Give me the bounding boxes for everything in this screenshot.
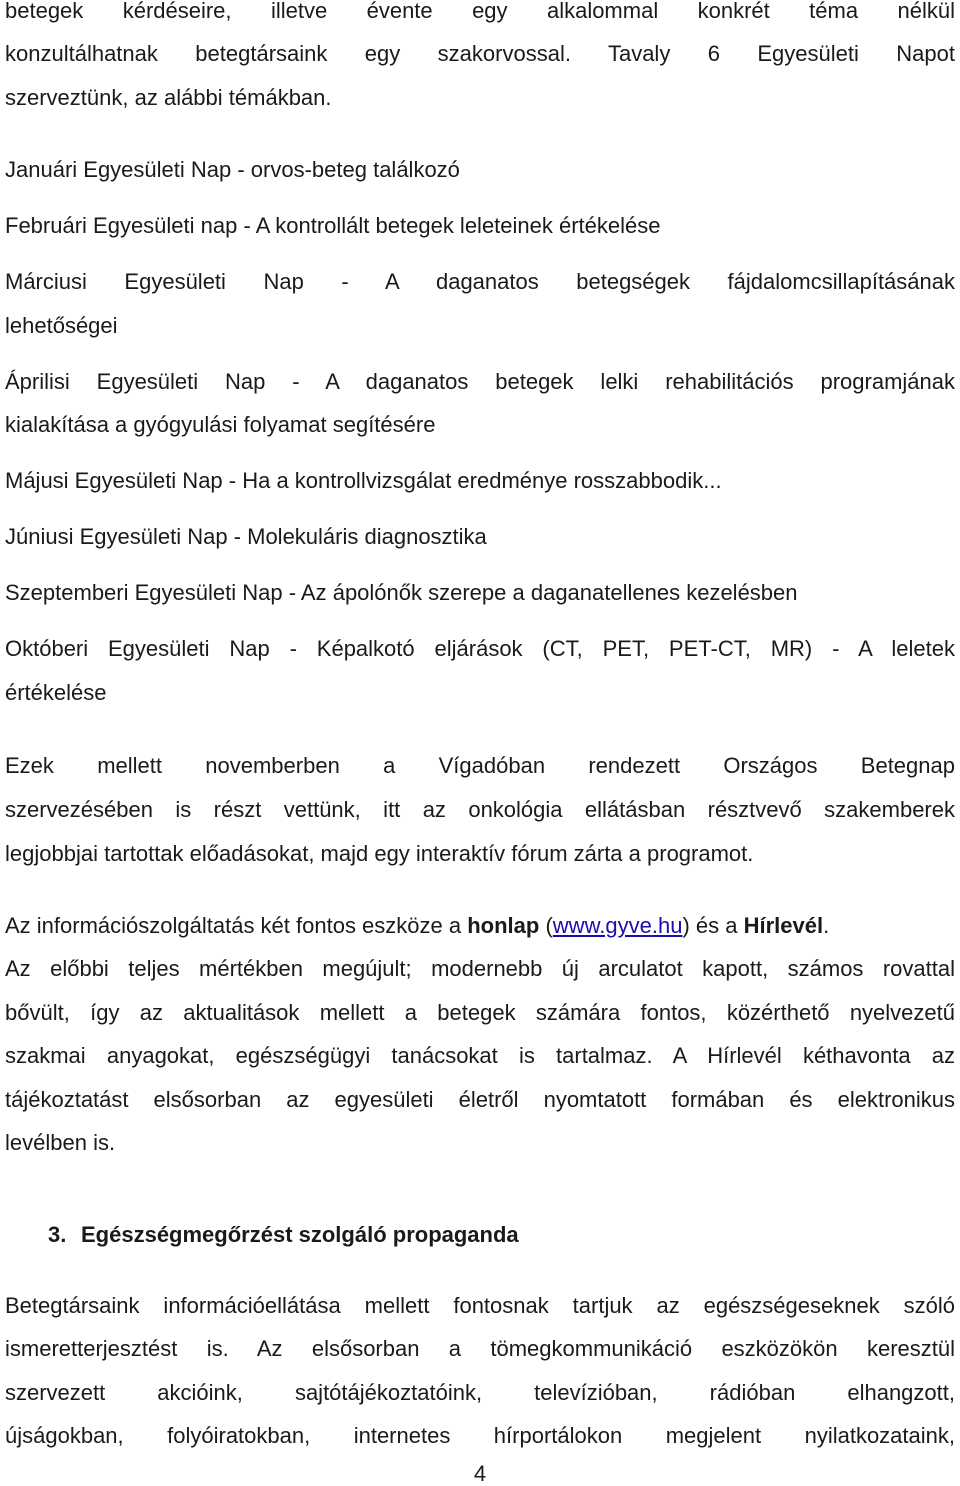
betegnap-line-1: Ezek mellett novemberben a Vígadóban rendezett Országos Betegnap [5, 753, 955, 778]
event-may: Májusi Egyesületi Nap - Ha a kontrollvizsgálat eredménye rosszabbodik... [5, 468, 722, 493]
event-january: Januári Egyesületi Nap - orvos-beteg találkozó [5, 157, 460, 182]
propaganda-line-2: ismeretterjesztést is. Az elsősorban a tömegkommunikáció eszközökön keresztül [5, 1336, 955, 1361]
hirlevel-term: Hírlevél [743, 913, 824, 938]
info-line-5: tájékoztatást elsősorban az egyesületi életről nyomtatott formában és elektronikus [5, 1087, 955, 1112]
event-june: Júniusi Egyesületi Nap - Molekuláris diagnosztika [5, 524, 487, 549]
honlap-term: honlap [467, 913, 540, 938]
paren-close: ) és a [682, 913, 744, 938]
info-line-4: szakmai anyagokat, egészségügyi tanácsokat is tartalmaz. A Hírlevél kéthavonta az [5, 1043, 955, 1068]
info-line-1 [5, 913, 955, 939]
event-april-line-2: kialakítása a gyógyulási folyamat segítésére [5, 412, 436, 437]
info-line-6: levélben is. [5, 1130, 116, 1155]
event-october-line-2: értékelése [5, 680, 107, 705]
event-march-line-1: Márciusi Egyesületi Nap - A daganatos betegségek fájdalomcsillapításának [5, 269, 955, 294]
betegnap-line-3: legjobbjai tartottak előadásokat, majd egy interaktív fórum zárta a programot. [5, 841, 754, 866]
info-prefix: Az információszolgáltatás két fontos eszköze a [5, 913, 468, 938]
website-link-dot: . [651, 913, 658, 938]
website-link-tld: hu [657, 913, 683, 938]
propaganda-line-3: szervezett akcióink, sajtótájékoztatóink, televízióban, rádióban elhangzott, [5, 1380, 955, 1405]
event-october-line-1: Októberi Egyesületi Nap - Képalkotó eljárások (CT, PET, PET-CT, MR) - A leletek [5, 636, 955, 661]
paren-open: ( [539, 913, 553, 938]
website-link[interactable] [553, 913, 683, 938]
page-number: 4 [473, 1461, 487, 1486]
betegnap-line-2: szervezésében is részt vettünk, itt az onkológia ellátásban résztvevő szakemberek [5, 797, 955, 822]
event-march-line-2: lehetőségei [5, 313, 118, 338]
intro-line-1: betegek kérdéseire, illetve évente egy alkalommal konkrét téma nélkül [5, 0, 955, 23]
propaganda-line-1: Betegtársaink információellátása mellett fontosnak tartjuk az egészségeseknek szóló [5, 1293, 955, 1318]
intro-line-2: konzultálhatnak betegtársaink egy szakorvossal. Tavaly 6 Egyesületi Napot [5, 41, 955, 66]
section-heading [48, 1222, 519, 1248]
event-april-line-1: Áprilisi Egyesületi Nap - A daganatos betegek lelki rehabilitációs programjának [5, 369, 955, 394]
event-september: Szeptemberi Egyesületi Nap - Az ápolónők szerepe a daganatellenes kezelésben [5, 580, 798, 605]
info-line-3: bővült, így az aktualitások mellett a betegek számára fontos, közérthető nyelvezetű [5, 1000, 955, 1025]
info-period: . [823, 913, 830, 938]
section-number: 3. [48, 1222, 67, 1247]
event-february: Februári Egyesületi nap - A kontrollált betegek leleteinek értékelése [5, 213, 661, 238]
website-link-host: www.gyve [552, 913, 652, 938]
section-title: Egészségmegőrzést szolgáló propaganda [81, 1222, 519, 1247]
propaganda-line-4: újságokban, folyóiratokban, internetes hírportálokon megjelent nyilatkozataink, [5, 1423, 955, 1448]
info-line-2: Az előbbi teljes mértékben megújult; modernebb új arculatot kapott, számos rovattal [5, 956, 955, 981]
intro-line-3: szerveztünk, az alábbi témákban. [5, 85, 332, 110]
